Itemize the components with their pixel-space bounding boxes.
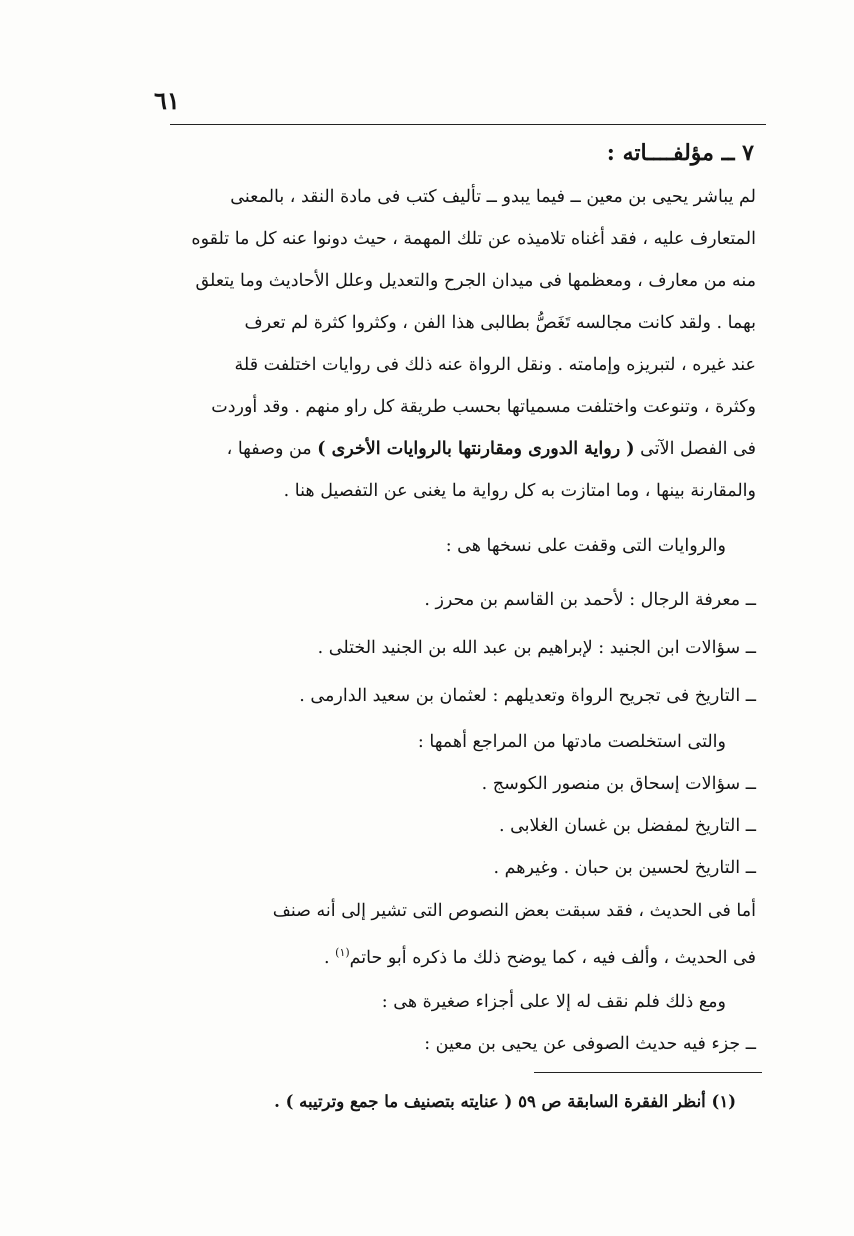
list-item: ــ معرفة الرجال : لأحمد بن القاسم بن محرز .: [424, 590, 756, 610]
extracted-intro: والتى استخلصت مادتها من المراجع أهمها :: [417, 732, 726, 752]
paragraph-line: عند غيره ، لتبريزه وإمامته . ونقل الرواة عنه ذلك فى روايات اختلفت قلة: [234, 355, 756, 375]
line-text-after: من وصفها ،: [226, 439, 312, 459]
riwayat-intro: والروايات التى وقفت على نسخها هى :: [445, 536, 726, 556]
paragraph-line: أما فى الحديث ، فقد سبقت بعض النصوص التى تشير إلى أنه صنف: [272, 901, 756, 921]
section-title: ٧ ــ مؤلفــــاته :: [606, 140, 754, 166]
paragraph-line: فى الحديث ، وألف فيه ، كما يوضح ذلك ما ذكره أبو حاتم$^{(١)}$ .: [324, 946, 756, 968]
header-rule: [170, 124, 766, 125]
paragraph-line: المتعارف عليه ، فقد أغناه تلاميذه عن تلك المهمة ، حيث دونوا عنه كل ما تلقوه: [191, 229, 756, 249]
list-item: ــ التاريخ فى تجريح الرواة وتعديلهم : لعثمان بن سعيد الدارمى .: [299, 686, 756, 706]
list-item: ــ التاريخ لمفضل بن غسان الغلابى .: [498, 816, 756, 836]
list-item: ــ جزء فيه حديث الصوفى عن يحيى بن معين :: [424, 1034, 756, 1054]
footnote-rule: [534, 1072, 762, 1073]
small-parts-intro: ومع ذلك فلم نقف له إلا على أجزاء صغيرة هى :: [381, 992, 726, 1012]
paragraph-line: لم يباشر يحيى بن معين ــ فيما يبدو ــ تأليف كتب فى مادة النقد ، بالمعنى: [230, 187, 756, 207]
paragraph-line: بهما . ولقد كانت مجالسه تَغَصُّ بطالبى هذا الفن ، وكثروا كثرة لم تعرف: [244, 313, 756, 333]
page-number: ٦١: [154, 86, 180, 115]
list-item: ــ التاريخ لحسين بن حبان . وغيرهم .: [493, 858, 756, 878]
paragraph-line: وكثرة ، وتنوعت واختلفت مسمياتها بحسب طريقة كل راو منهم . وقد أوردت: [211, 397, 756, 417]
footnote-marker: (١): [335, 946, 350, 959]
intro-paragraph: [176, 176, 756, 512]
hadith-paragraph: [176, 890, 756, 974]
chapter-reference: ( رواية الدورى ومقارنتها بالروايات الأخرى ): [317, 439, 635, 459]
paragraph-line: والمقارنة بينها ، وما امتازت به كل رواية ما يغنى عن التفصيل هنا .: [283, 481, 756, 501]
line-text: فى الحديث ، وألف فيه ، كما يوضح ذلك ما ذكره أبو حاتم: [349, 947, 756, 968]
list-item: ــ سؤالات ابن الجنيد : لإبراهيم بن عبد الله بن الجنيد الختلى .: [317, 638, 756, 658]
line-text-before: فى الفصل الآتى: [640, 439, 756, 459]
paragraph-line: منه من معارف ، ومعظمها فى ميدان الجرح والتعديل وعلل الأحاديث وما يتعلق: [195, 271, 756, 291]
paragraph-line: [176, 428, 756, 470]
list-item: ــ سؤالات إسحاق بن منصور الكوسج .: [481, 774, 756, 794]
footnote: (١) أنظر الفقرة السابقة ص ٥٩ ( عنايته بتصنيف ما جمع وترتيبه ) .: [274, 1092, 736, 1111]
